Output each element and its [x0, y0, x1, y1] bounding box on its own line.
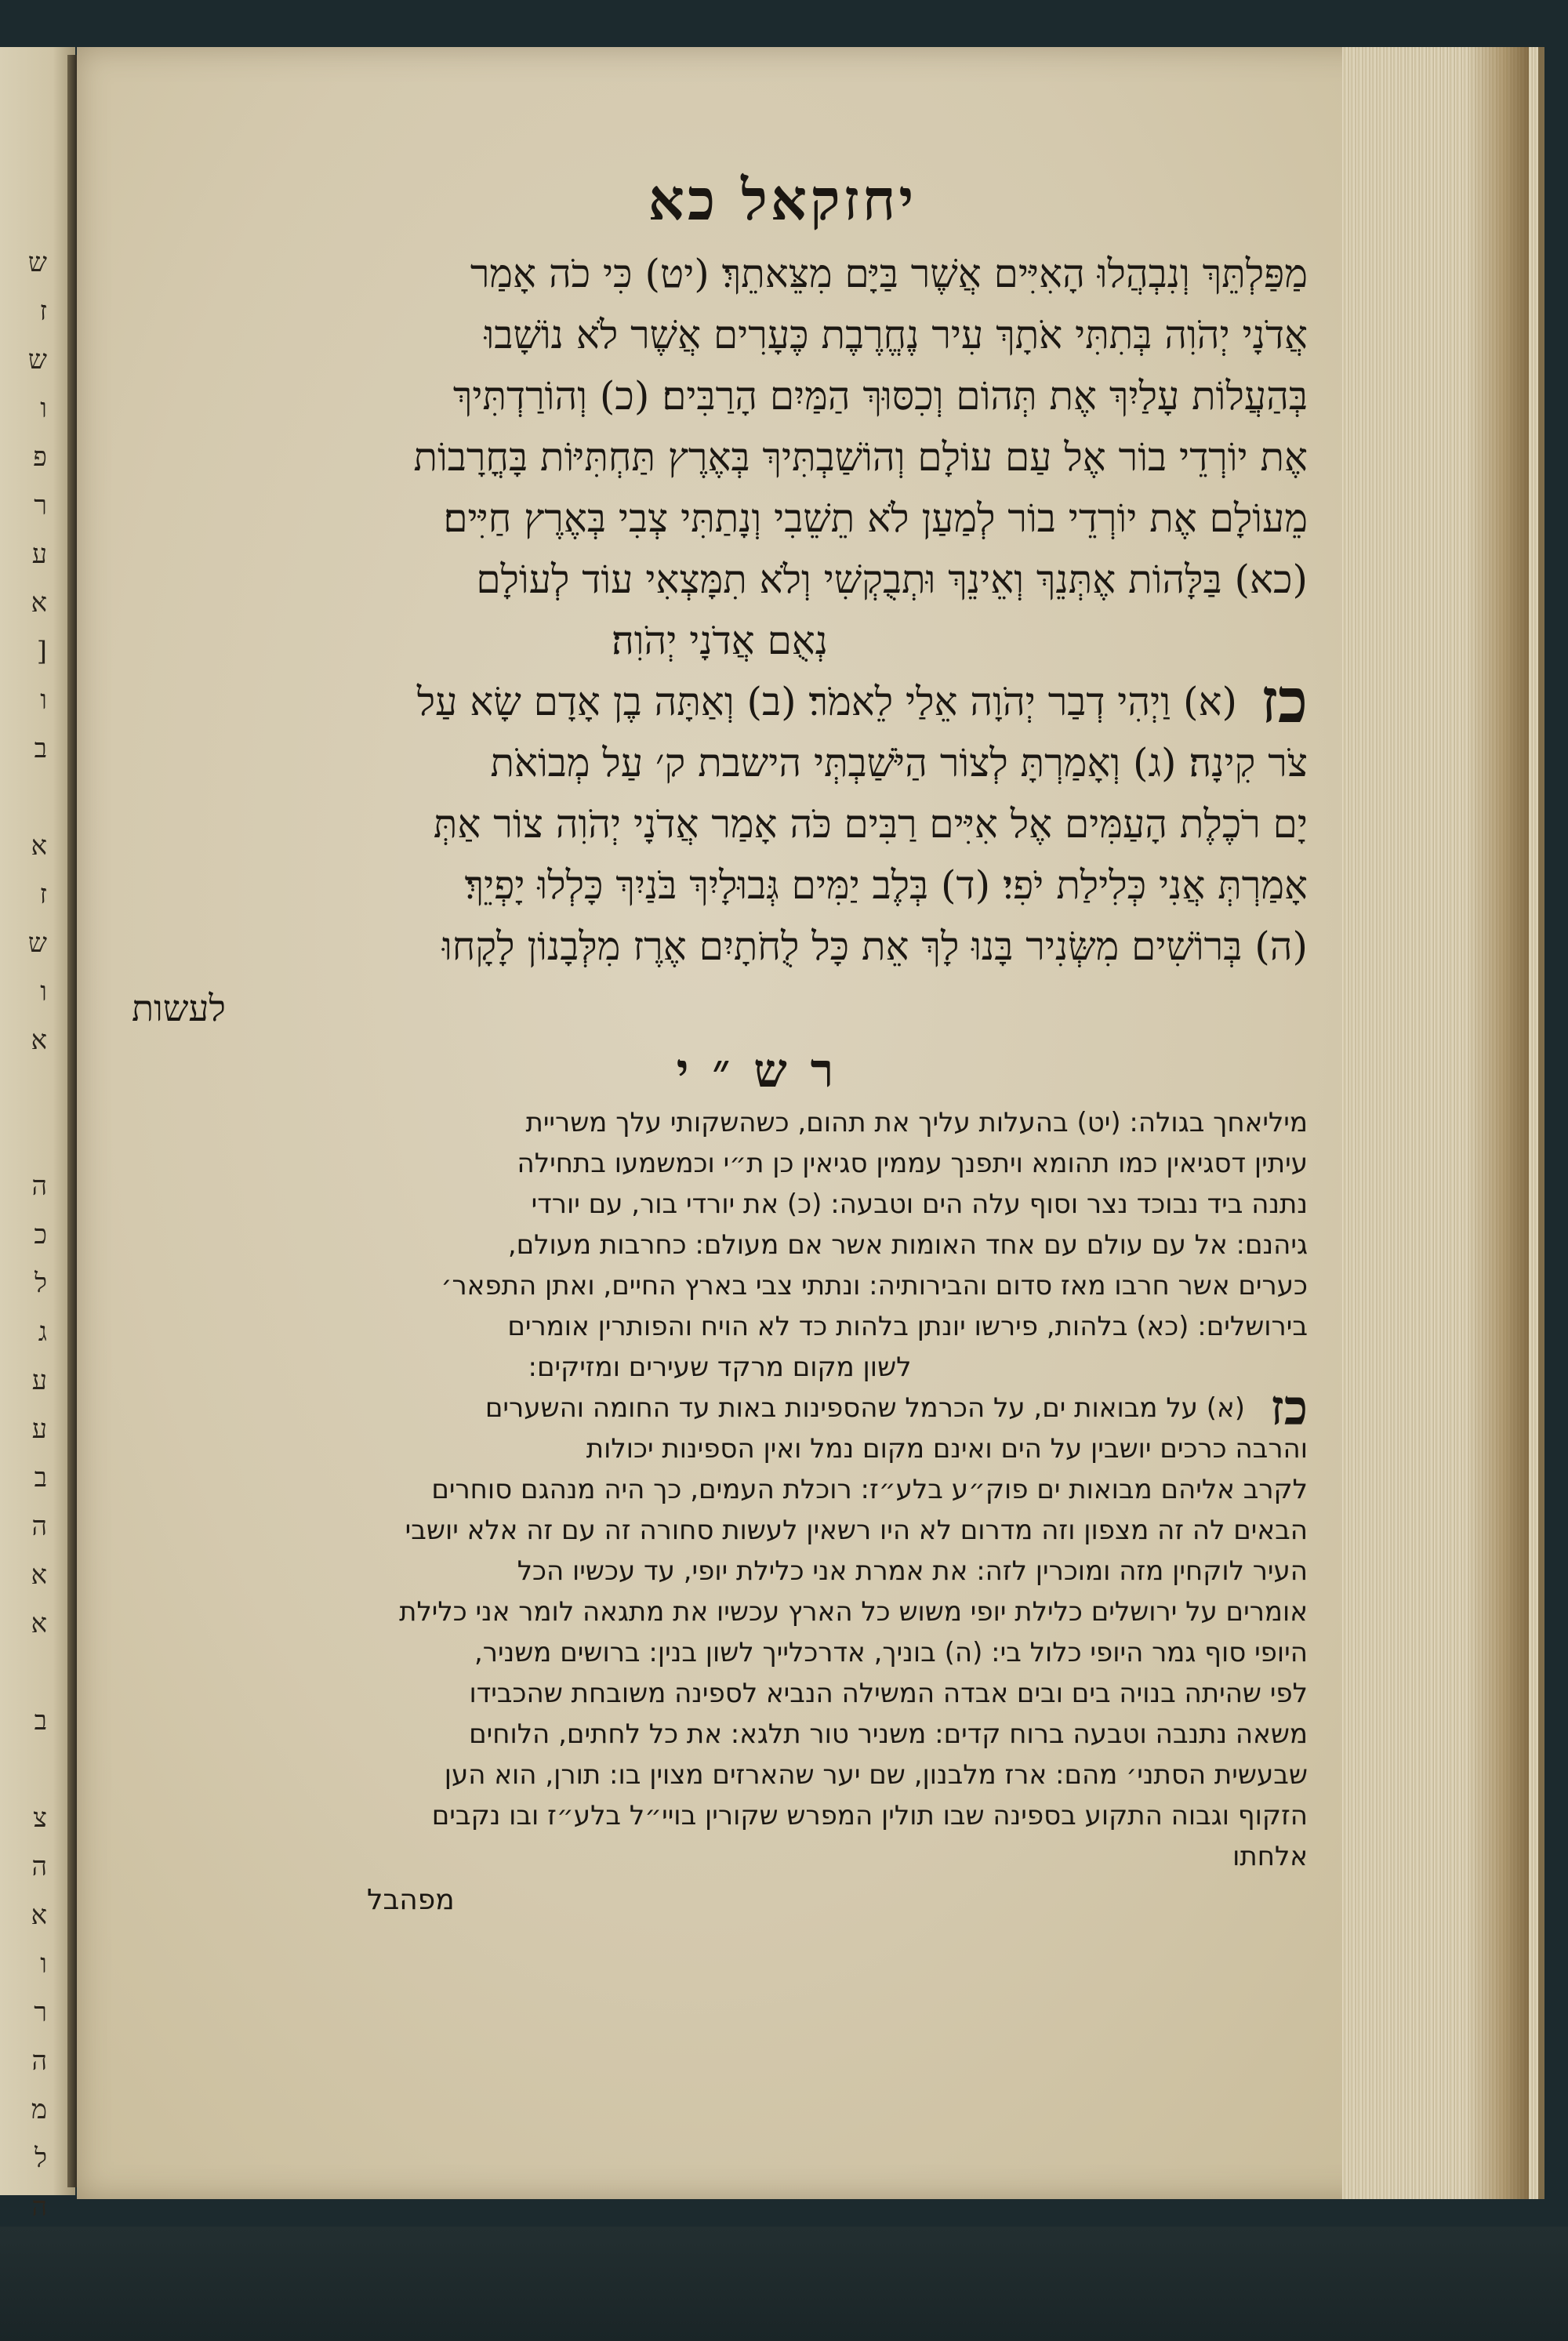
left-page-fragment: ה [31, 1851, 47, 1882]
left-page-fragment: ל [34, 2143, 47, 2174]
commentary-line: אלחתו [1232, 1841, 1308, 1872]
left-page-fragment: ש [27, 247, 47, 278]
commentary-catchword: מפהבל [367, 1884, 455, 1916]
verse-line: נְאֻם אֲדֹנָי יְהֹוִה׃ [611, 618, 829, 663]
verse-line: אֶת יוֹרְדֵי בוֹר אֶל עַם עוֹלָם וְהוֹשַׁבְתִּיךְ בְּאֶרֶץ תַּחְתִּיּוֹת בָּחֳרָבוֹת [413, 434, 1308, 480]
commentary-line: משאה נתנבה וטבעה ברוח קדים: משניר טור תלגא: את כל לחתים, הלוחים [469, 1719, 1308, 1750]
left-page-fragment: ל [34, 1268, 47, 1299]
page-text [132, 157, 1308, 1924]
left-page-fragment: ש [27, 927, 47, 959]
left-page-fragment: א [31, 1608, 47, 1639]
commentary-line: אומרים על ירושלים כלילת יופי משוש כל הארץ עכשיו את מתגאה לומר אני כלילת [399, 1596, 1308, 1628]
catchword: לעשות [132, 987, 226, 1029]
left-page-fragment: ה [31, 1511, 47, 1542]
left-page-fragment: ב [34, 1705, 47, 1737]
left-page-fragment [0, 1062, 47, 1110]
verse-line: אָמַרְתְּ אֲנִי כְּלִילַת יֹפִי׃ (ד) בְּלֶב יַמִּים גְּבוּלָיִךְ בֹּנַיִךְ כָּלְלוּ יָפְיֵךְ׃ [464, 862, 1308, 908]
chapter-start [132, 666, 1308, 737]
left-page-fragment: כ [34, 1219, 47, 1250]
commentary-line: העיר לוקחין מזה ומוכרין לזה: את אמרת אני כלילת יופי, עד עכשיו הכל [517, 1555, 1308, 1587]
commentary-line: הזקוף וגבוה התקוע בספינה שבו תולין המפרש שקורין בויי״ל בלע״ז ובו נקבים [431, 1800, 1308, 1831]
verse-line: (כא) בַּלָּהוֹת אֶתְּנֵךְ וְאֵינֵךְ וּתְבֻקְשִׁי וְלֹא תִמָּצְאִי עוֹד לְעוֹלָם [476, 557, 1308, 602]
commentary-line: לשון מקום מרקד שעירים ומזיקים: [528, 1352, 912, 1383]
commentary-title: רש״י [676, 1043, 858, 1098]
left-page-fragment: פ [33, 441, 47, 473]
left-page-fragment: א [31, 1025, 47, 1056]
verse-line: יָם רֹכֶלֶת הָעַמִּים אֶל אִיִּים רַבִּים כֹּה אָמַר אֲדֹנָי יְהֹוִה צוֹר אַתְּ [433, 801, 1308, 847]
left-page-fragment: ו [40, 684, 47, 716]
left-page-fragment: ה [31, 2045, 47, 2077]
left-page-fragment: ו [40, 976, 47, 1007]
verse-line: בְּהַעֲלוֹת עָלַיִךְ אֶת תְּהוֹם וְכִסּוּךְ הַמַּיִם הָרַבִּים׃ (כ) וְהוֹרַדְתִּיךְ [452, 373, 1308, 419]
left-page-fragment: ע [31, 1414, 47, 1445]
left-page-fragment: א [31, 1900, 47, 1931]
commentary-line: לקרב אליהם מבואות ים פוק״ע בלע״ז: רוכלת העמים, כך היה מנהגם סוחרים [431, 1474, 1308, 1505]
left-page-fragment: א [31, 1559, 47, 1591]
verse-line: צֹר קִינָה׃ (ג) וְאָמַרְתָּ לְצוֹר הַיֹּשַׁבְתְּי הישבת ק׳ עַל מְבוֹאֹת [490, 740, 1308, 786]
page-edge-stain [1466, 47, 1529, 2199]
left-page-fragment: ר [34, 1997, 47, 2028]
commentary-line: בירושלים: (כא) בלהות, פירשו יונתן בלהות כד לא הויח והפותרין אומרים [507, 1311, 1308, 1342]
verse-line: אֲדֹנָי יְהֹוִה בְּתִתִּי אֹתָךְ עִיר נֶחֱרֶבֶת כֶּעָרִים אֲשֶׁר לֹא נוֹשָׁבוּ [484, 312, 1308, 358]
commentary-line: היופי סוף גמר היופי כלול בי: (ה) בוניך, אדרכלייך לשון בנין: ברושים משניר, [474, 1637, 1308, 1668]
left-page-fragment: ע [31, 539, 47, 570]
left-page-fragment: ה [31, 1170, 47, 1202]
verse-line: מַפַּלְתֵּךְ וְנִבְהֲלוּ הָאִיִּים אֲשֶׁר בַּיָּם מִצֵּאתֵךְ׃ (יט) כִּי כֹה אָמַר [470, 251, 1308, 296]
commentary-line: הבאים לה זה מצפון וזה מדרום לא היו רשאין לעשות סחורה זה עם זה אלא יושבי [405, 1515, 1308, 1546]
verse-line: (ה) בְּרוֹשִׁים מִשְּׂנִיר בָּנוּ לָךְ אֵת כָּל לֻחֹתָיִם אֶרֶז מִלְּבָנוֹן לָקָחוּ [441, 924, 1308, 969]
commentary-chapter-start [132, 1379, 1308, 1436]
commentary-line: לפי שהיתה בנויה בים ובים אבדה המשילה הנביא לספינה משובחת שהכבידו [469, 1678, 1308, 1709]
left-page-fragment: א [31, 830, 47, 862]
left-page-fragment: ש [27, 344, 47, 376]
commentary-line: גיהנם: אל עם עולם עם אחד האומות אשר אם מעולם: כחרבות מעולם, [507, 1229, 1308, 1261]
left-page-fragment: ז [39, 879, 47, 910]
chapter-number: כז [1261, 666, 1308, 737]
verse-line: מֵעוֹלָם אֶת יוֹרְדֵי בוֹר לְמַעַן לֹא תֵשֵׁבִי וְנָתַתִּי צְבִי בְּאֶרֶץ חַיִּים׃ [443, 495, 1308, 541]
commentary-line: כערים אשר חרבו מאז סדום והבירותיה: ונתתי צבי בארץ החיים, ואתן התפאר׳ [441, 1270, 1308, 1301]
commentary-line: שבעשית הסתני׳ מהם: ארז מלבנון, שם יער שהארזים מצוין בו: תורן, הוא הען [444, 1759, 1308, 1791]
left-page-fragment [0, 1110, 47, 1159]
left-page-fragment: ג [38, 1316, 47, 1348]
left-page-fragment: א [31, 587, 47, 619]
book-cover-bottom [0, 2227, 1568, 2341]
left-page-fragment: ו [40, 393, 47, 424]
left-page-fragment: מ [31, 2094, 47, 2125]
commentary-line: והרבה כרכים יושבין על הים ואינם מקום נמל ואין הספינות יכולות [586, 1433, 1308, 1464]
verse-line: (א) וַיְהִי דְבַר יְהֹוָה אֵלַי לֵאמֹר׃ (ב) וְאַתָּה בֶן אָדָם שָׂא עַל [416, 679, 1237, 724]
left-page-fragment: ב [34, 733, 47, 764]
commentary-line: (א) על מבואות ים, על הכרמל שהספינות באות עד החומה והשערים [485, 1392, 1245, 1424]
commentary-line: עיתין דסגיאין כמו תהומא ויתפנך עממין סגיאין כן ת״י וכמשמעו בתחילה [517, 1148, 1308, 1179]
left-page-fragment: צ [33, 1802, 47, 1834]
left-page-edge [0, 47, 75, 2223]
left-page-fragment: ב [34, 1462, 47, 1494]
page-title: יחזקאל כא [648, 166, 917, 233]
left-page-fragments [0, 235, 47, 2228]
left-page-fragment: ר [34, 490, 47, 521]
commentary-chapter-number: כז [1270, 1379, 1308, 1436]
left-page-fragment [0, 770, 47, 818]
left-page-fragment: ה [31, 2191, 47, 2223]
left-page-fragment [0, 1645, 47, 1693]
left-page-fragment: [ [36, 636, 47, 667]
left-page-fragment: ז [39, 296, 47, 327]
left-page-fragment: ו [40, 1948, 47, 1980]
commentary-line: מיליאחך בגולה: (יט) בהעלות עליך את תהום, כשהשקותי עלך משריית [525, 1107, 1308, 1138]
commentary-line: נתנה ביד נבוכד נצר וסוף עלה הים וטבעה: (כ) את יורדי בור, עם יורדי [531, 1189, 1308, 1220]
left-page-fragment: ע [31, 1365, 47, 1396]
left-page-fragment [0, 1742, 47, 1791]
